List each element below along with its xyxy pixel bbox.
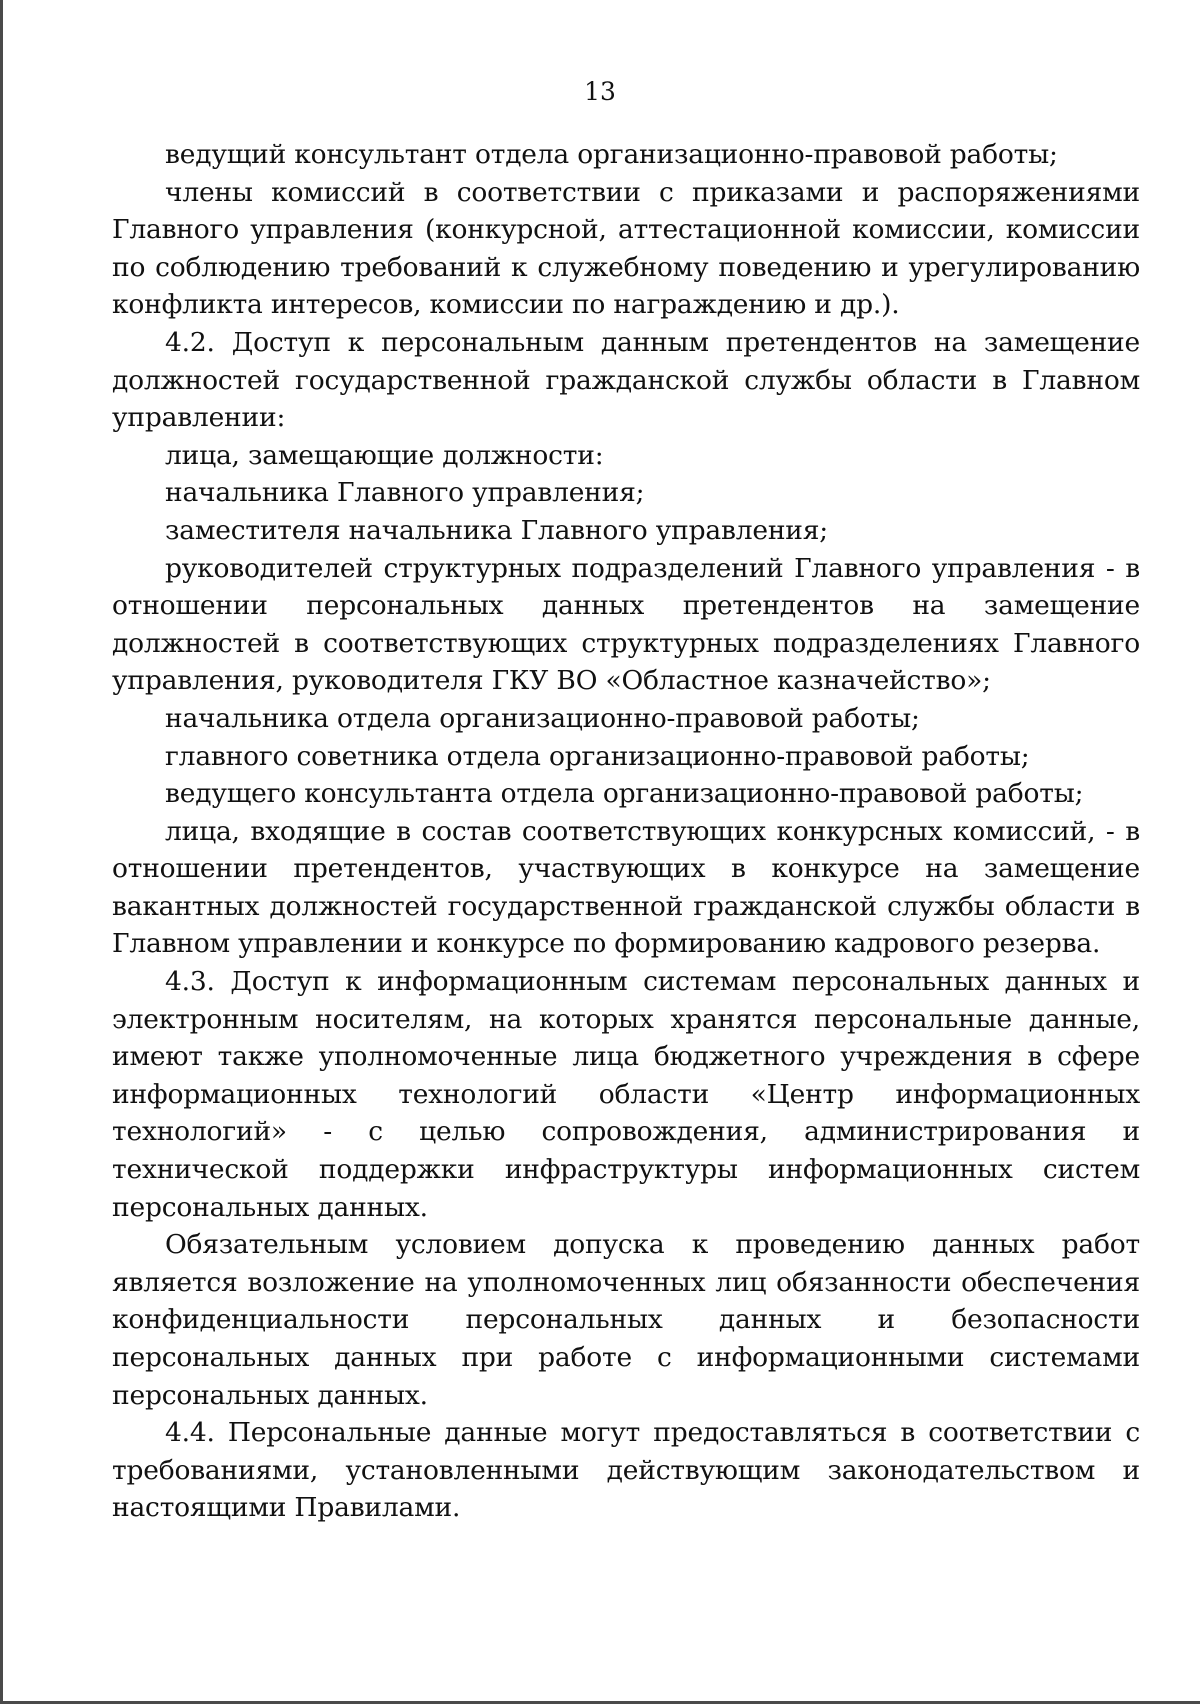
paragraph: руководителей структурных подразделений Главного управления - в отношении персональных данных претендентов на замещение должностей в соответствующих структурных подразделениях Главного управления, руководителя ГКУ ВО «Областное казначейство»;: [112, 552, 1140, 697]
paragraph: 4.3. Доступ к информационным системам персональных данных и электронным носителям, на которых хранятся персональные данные, имеют также уполномоченные лица бюджетного учреждения в сфере информационных технологий области «Центр информационных технологий» - с целью сопровождения, администрирования и технической поддержки инфраструктуры информационных систем персональных данных.: [112, 966, 1140, 1223]
paragraph: главного советника отдела организационно-правовой работы;: [165, 740, 1030, 772]
paragraph: ведущий консультант отдела организационно-правовой работы;: [165, 139, 1058, 170]
paragraph: начальника отдела организационно-правовой работы;: [165, 702, 920, 734]
paragraph: заместителя начальника Главного управления;: [165, 514, 828, 546]
scan-left-edge: [0, 0, 3, 1704]
paragraph: Обязательным условием допуска к проведению данных работ является возложение на уполномоченных лиц обязанности обеспечения конфиденциальности персональных данных и безопасности персональных данных при работе с информационными системами персональных данных.: [112, 1229, 1140, 1411]
paragraph: лица, входящие в состав соответствующих конкурсных комиссий, - в отношении претендентов, участвующих в конкурсе на замещение вакантных должностей государственной гражданской службы области в Главном управлении и конкурсе по формированию кадрового резерва.: [112, 815, 1140, 960]
paragraph: члены комиссий в соответствии с приказами и распоряжениями Главного управления (конкурсной, аттестационной комиссии, комиссии по соблюдению требований к служебному поведению и урегулированию конфликта интересов, комиссии по награждению и др.).: [112, 176, 1140, 321]
paragraph: 4.4. Персональные данные могут предоставляться в соответствии с требованиями, установленными действующим законодательством и настоящими Правилами.: [112, 1417, 1140, 1524]
paragraph: 4.2. Доступ к персональным данным претендентов на замещение должностей государственной гражданской службы области в Главном управлении:: [112, 326, 1140, 434]
document-body: [112, 136, 1140, 1527]
paragraph: ведущего консультанта отдела организационно-правовой работы;: [165, 778, 1084, 810]
paragraph: начальника Главного управления;: [165, 477, 645, 509]
paragraph: лица, замещающие должности:: [165, 439, 604, 471]
page-number: 13: [584, 77, 616, 106]
